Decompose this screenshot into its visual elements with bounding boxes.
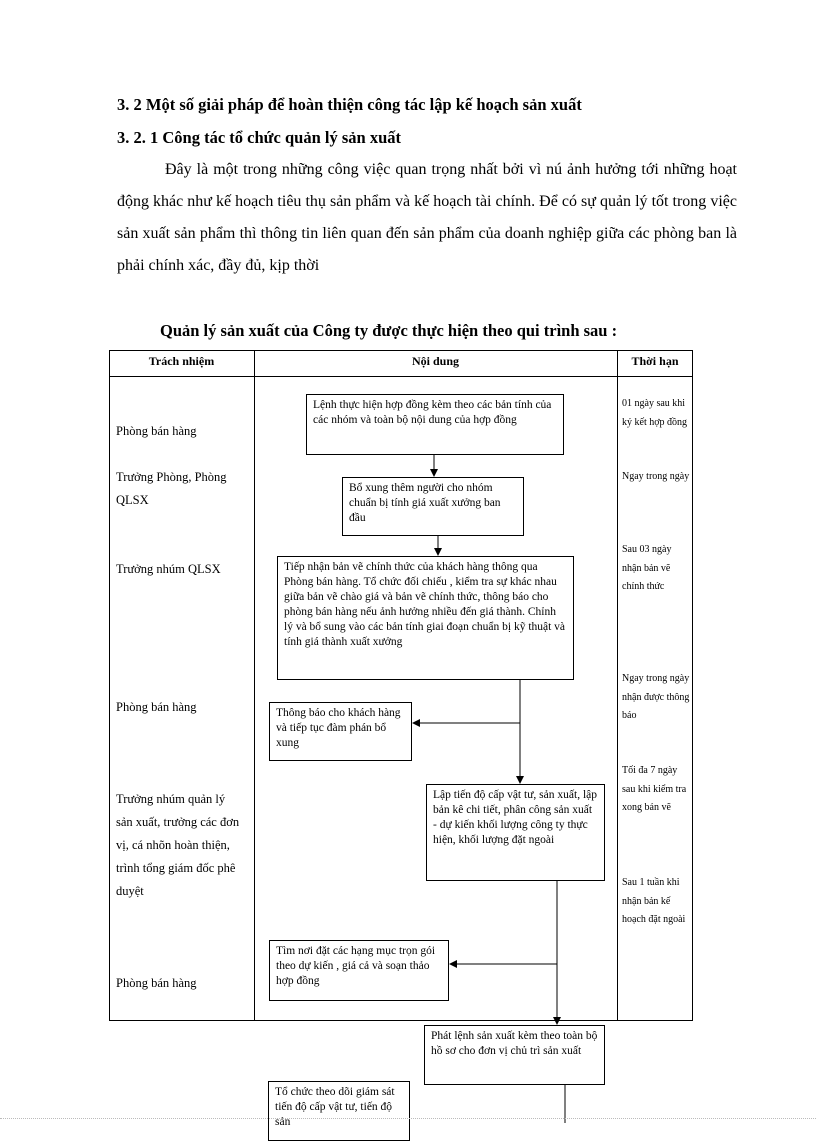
flow-step-box: Tổ chức theo dõi giám sát tiến độ cấp vật tư, tiến độ sản xyxy=(268,1081,410,1141)
flowchart-caption: Quản lý sản xuất của Công ty được thực hiện theo qui trình sau : xyxy=(160,321,618,340)
header-time: Thời hạn xyxy=(631,354,679,368)
flow-step-box: Tìm nơi đặt các hạng mục trọn gói theo dự kiến , giá cả và soạn thảo hợp đồng xyxy=(269,940,449,1001)
deadline-cell: Tối đa 7 ngày sau khi kiểm tra xong bản vẽ xyxy=(622,765,687,813)
deadline-cell: Ngay trong ngày xyxy=(622,471,690,482)
flow-step-box: Tiếp nhận bản vẽ chính thức của khách hàng thông qua Phòng bán hàng. Tổ chức đối chiếu , kiểm tra sự khác nhau giữa bản vẽ chào giá và bản vẽ chính thức, thông báo cho phòng bán hàng nếu ảnh hưởng nhiều đến giá thành. Chỉnh lý và bổ sung vào các bản tính giai đoạn chuẩn bị kỹ thuật và tính giá thành xuất xưởng xyxy=(277,556,574,680)
flow-step-box: Bổ xung thêm người cho nhóm chuẩn bị tính giá xuất xưởng ban đầu xyxy=(342,477,524,536)
responsibility-cell: Trưởng Phòng, Phòng QLSX xyxy=(116,470,227,507)
flow-step-box: Lệnh thực hiện hợp đồng kèm theo các bản tính của các nhóm và toàn bộ nội dung của hợp đồng xyxy=(306,394,564,455)
responsibility-cell: Phòng bán hàng xyxy=(116,700,197,714)
flow-step-box: Phát lệnh sản xuất kèm theo toàn bộ hồ sơ cho đơn vị chủ trì sản xuất xyxy=(424,1025,605,1085)
responsibility-cell: Trưởng nhúm quản lý sản xuất, trưởng các đơn vị, cá nhõn hoàn thiện, trình tổng giám đốc phê duyệt xyxy=(116,792,240,898)
flow-step-box: Thông báo cho khách hàng và tiếp tục đàm phán bổ xung xyxy=(269,702,412,761)
responsibility-cell: Phòng bán hàng xyxy=(116,424,197,438)
flow-step-box: Lập tiến độ cấp vật tư, sản xuất, lập bản kê chi tiết, phân công sản xuất - dự kiến khối lượng công ty thực hiện, khối lượng đặt ngoài xyxy=(426,784,605,881)
intro-paragraph-text: Đây là một trong những công việc quan trọng nhất bởi vì nú ảnh hưởng tới những hoạt động khác như kế hoạch tiêu thụ sản phẩm và kế hoạch tài chính. Để có sự quản lý tốt trong việc sản xuất sản phẩm thì thông tin liên quan đến sản phẩm của doanh nghiệp giữa các phòng ban là phải chính xác, đầy đủ, kịp thời xyxy=(117,161,737,274)
deadline-cell: 01 ngày sau khi ký kết hợp đồng xyxy=(622,398,688,428)
header-responsibility: Trách nhiệm xyxy=(148,354,215,368)
subsection-heading: 3. 2. 1 Công tác tổ chức quản lý sản xuất xyxy=(117,128,402,147)
page-bottom-divider xyxy=(0,1118,816,1119)
deadline-cell: Sau 1 tuần khi nhận bản kế hoạch đặt ngoài xyxy=(622,877,686,925)
responsibility-cell: Trưởng nhúm QLSX xyxy=(116,562,221,576)
responsibility-cell: Phòng bán hàng xyxy=(116,976,197,990)
deadline-cell: Ngay trong ngày nhận được thông báo xyxy=(622,673,690,721)
section-heading: 3. 2 Một số giải pháp để hoàn thiện công tác lập kế hoạch sản xuất xyxy=(117,95,582,114)
header-content: Nội dung xyxy=(411,354,460,368)
deadline-cell: Sau 03 ngày nhận bản vẽ chính thức xyxy=(622,544,672,592)
